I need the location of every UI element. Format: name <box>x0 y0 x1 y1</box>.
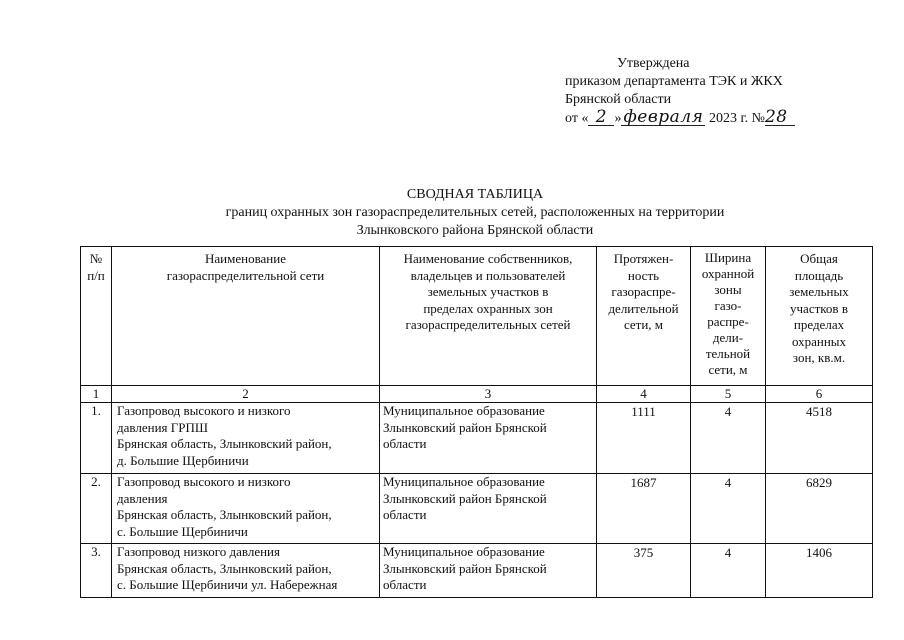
header-cell: Протяжен- ность газораспре- делительной сети, м <box>597 247 691 386</box>
summary-table <box>80 246 873 598</box>
row-number: 1. <box>81 403 112 474</box>
column-number: 6 <box>766 386 873 403</box>
header-cell: № п/п <box>81 247 112 386</box>
approval-date: от « 2 » февраля 2023 г. №28 <box>565 109 795 128</box>
zone-width: 4 <box>691 474 766 544</box>
date-prefix: от <box>565 111 578 126</box>
length: 375 <box>597 544 691 598</box>
row-number: 3. <box>81 544 112 598</box>
approval-block <box>565 55 795 128</box>
number-label: № <box>751 111 765 126</box>
area: 6829 <box>766 474 873 544</box>
network-name: Газопровод высокого и низкого давления ГРПШ Брянская область, Злынковский район, д. Большие Щербиничи <box>112 403 380 474</box>
column-number-row <box>81 386 873 403</box>
date-year: 2023 г. <box>708 111 749 126</box>
length: 1687 <box>597 474 691 544</box>
approval-region: Брянской области <box>565 92 672 107</box>
owner: Муниципальное образование Злынковский район Брянской области <box>380 403 597 474</box>
column-number: 1 <box>81 386 112 403</box>
header-cell: Наименование собственников, владельцев и пользователей земельных участков в пределах охранных зон газораспределительных сетей <box>380 247 597 386</box>
table-row <box>81 474 873 544</box>
title-main: СВОДНАЯ ТАБЛИЦА <box>406 187 544 202</box>
approval-heading: Утверждена <box>617 56 690 71</box>
header-cell: Наименование газораспределительной сети <box>112 247 380 386</box>
column-number: 3 <box>380 386 597 403</box>
owner: Муниципальное образование Злынковский район Брянской области <box>380 474 597 544</box>
handwritten-number: 28 <box>765 109 795 126</box>
column-number: 4 <box>597 386 691 403</box>
network-name: Газопровод низкого давления Брянская область, Злынковский район, с. Большие Щербиничи ул. Набережная <box>112 544 380 598</box>
zone-width: 4 <box>691 403 766 474</box>
approval-order: приказом департамента ТЭК и ЖКХ <box>565 74 783 89</box>
network-name: Газопровод высокого и низкого давления Брянская область, Злынковский район, с. Большие Щербиничи <box>112 474 380 544</box>
length: 1111 <box>597 403 691 474</box>
owner: Муниципальное образование Злынковский район Брянской области <box>380 544 597 598</box>
title-district: Злынковского района Брянской области <box>356 223 594 238</box>
handwritten-month: февраля <box>621 109 705 126</box>
table-row <box>81 403 873 474</box>
area: 1406 <box>766 544 873 598</box>
title-subtitle: границ охранных зон газораспределительных сетей, расположенных на территории <box>225 205 725 220</box>
table-row <box>81 544 873 598</box>
zone-width: 4 <box>691 544 766 598</box>
header-row <box>81 247 873 386</box>
column-number: 5 <box>691 386 766 403</box>
header-cell: Общая площадь земельных участков в пределах охранных зон, кв.м. <box>766 247 873 386</box>
area: 4518 <box>766 403 873 474</box>
handwritten-day: 2 <box>588 109 614 126</box>
row-number: 2. <box>81 474 112 544</box>
document-title <box>0 186 904 240</box>
header-cell: Ширина охранной зоны газо- распре- дели- тельной сети, м <box>691 247 766 386</box>
column-number: 2 <box>112 386 380 403</box>
